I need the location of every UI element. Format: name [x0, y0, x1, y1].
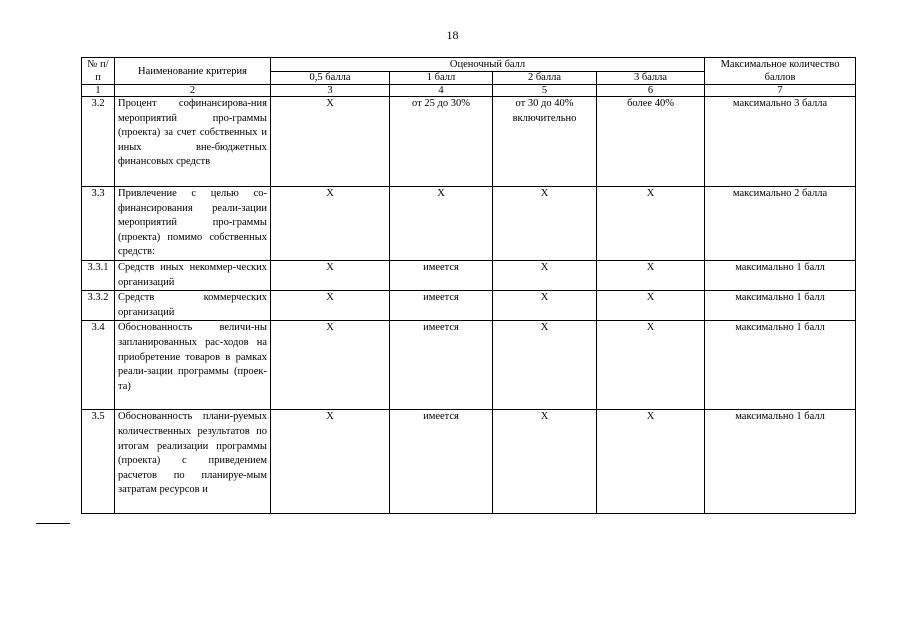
score-3-cell: X	[597, 291, 705, 321]
row-number: 3.3	[82, 187, 115, 261]
row-number: 3.3.2	[82, 291, 115, 321]
score-05-cell: X	[271, 321, 390, 410]
criterion-name: Средств иных некоммер-ческих организаций	[115, 261, 271, 291]
table-row	[82, 321, 856, 410]
score-3-cell: X	[597, 187, 705, 261]
score-05-cell: X	[271, 261, 390, 291]
score-3-cell: X	[597, 261, 705, 291]
score-2-cell: X	[493, 410, 597, 514]
score-05-cell: X	[271, 291, 390, 321]
criterion-name: Обоснованность плани-руемых количественных результатов по итогам реализации программы (проекта) с приведением расчетов по планируе-мым затратам ресурсов и	[115, 410, 271, 514]
score-1-cell: имеется	[390, 261, 493, 291]
table-row	[82, 97, 856, 187]
criterion-name: Средств коммерческих организаций	[115, 291, 271, 321]
row-number: 3.5	[82, 410, 115, 514]
row-number: 3.4	[82, 321, 115, 410]
header-score-2: 2 балла	[493, 72, 597, 85]
score-3-cell: более 40%	[597, 97, 705, 187]
score-05-cell: X	[271, 97, 390, 187]
score-1-cell: от 25 до 30%	[390, 97, 493, 187]
header-score-1: 1 балл	[390, 72, 493, 85]
column-number: 7	[705, 85, 856, 97]
page-number: 18	[446, 28, 459, 42]
column-number: 4	[390, 85, 493, 97]
criterion-name: Обоснованность величи-ны запланированных рас-ходов на приобретение товаров в рамках реали-зации программы (проек-та)	[115, 321, 271, 410]
score-2-cell: X	[493, 261, 597, 291]
table-row	[82, 291, 856, 321]
score-05-cell: X	[271, 410, 390, 514]
table-row	[82, 187, 856, 261]
column-number: 3	[271, 85, 390, 97]
max-score-cell: максимально 2 балла	[705, 187, 856, 261]
score-1-cell: имеется	[390, 321, 493, 410]
score-2-cell: X	[493, 291, 597, 321]
max-score-cell: максимально 1 балл	[705, 291, 856, 321]
score-05-cell: X	[271, 187, 390, 261]
max-score-cell: максимально 3 балла	[705, 97, 856, 187]
score-1-cell: имеется	[390, 410, 493, 514]
column-numbers-row	[82, 85, 856, 97]
row-number: 3.2	[82, 97, 115, 187]
header-score-3: 3 балла	[597, 72, 705, 85]
header-max: Максимальное количество баллов	[705, 58, 856, 85]
max-score-cell: максимально 1 балл	[705, 261, 856, 291]
column-number: 5	[493, 85, 597, 97]
header-num: № п/п	[82, 58, 115, 85]
max-score-cell: максимально 1 балл	[705, 321, 856, 410]
header-row-1	[82, 58, 856, 72]
table-row	[82, 410, 856, 514]
criterion-name: Привлечение с целью со-финансирования реали-зации мероприятий про-граммы (проекта) помимо собственных средств:	[115, 187, 271, 261]
max-score-cell: максимально 1 балл	[705, 410, 856, 514]
score-1-cell: имеется	[390, 291, 493, 321]
score-2-cell: X	[493, 187, 597, 261]
row-number: 3.3.1	[82, 261, 115, 291]
criterion-name: Процент софинансирова-ния мероприятий про-граммы (проекта) за счет собственных и иных вне-бюджетных финансовых средств	[115, 97, 271, 187]
table-row	[82, 261, 856, 291]
margin-line	[36, 523, 70, 524]
score-3-cell: X	[597, 410, 705, 514]
criteria-table	[81, 57, 856, 514]
column-number: 1	[82, 85, 115, 97]
header-score-group: Оценочный балл	[271, 58, 705, 72]
header-name: Наименование критерия	[115, 58, 271, 85]
score-1-cell: X	[390, 187, 493, 261]
score-2-cell: X	[493, 321, 597, 410]
header-score-05: 0,5 балла	[271, 72, 390, 85]
score-3-cell: X	[597, 321, 705, 410]
score-2-cell: от 30 до 40% включительно	[493, 97, 597, 187]
column-number: 6	[597, 85, 705, 97]
column-number: 2	[115, 85, 271, 97]
